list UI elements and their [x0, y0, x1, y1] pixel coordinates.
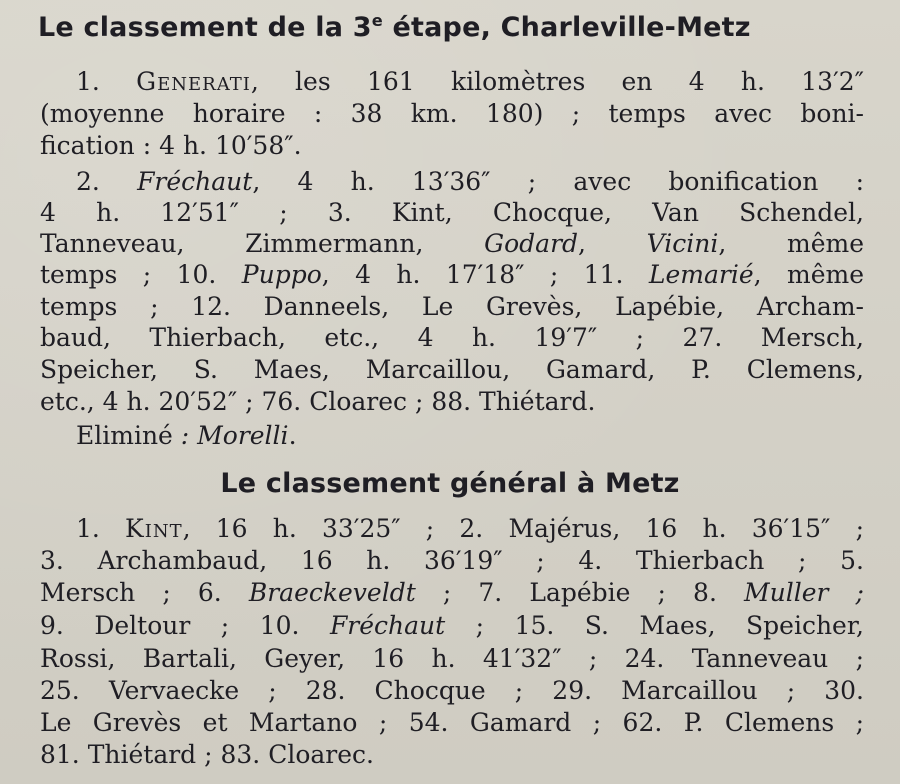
stage-line-5: 4 h. 12′51″ ; 3. Kint, Chocque, Van Schendel, — [40, 198, 864, 227]
rider-name: Generati — [136, 67, 251, 96]
stage-line-8: temps ; 12. Danneels, Le Grevès, Lapébie, Archam- — [40, 292, 864, 321]
stage-results-heading — [38, 12, 868, 43]
general-line-3: Mersch ; 6. Braeckeveldt ; 7. Lapébie ; 8. Muller ; — [40, 578, 864, 607]
heading-superscript: e — [371, 11, 383, 30]
stage-line-4: 2. Fréchaut, 4 h. 13′36″ ; avec bonification : — [76, 167, 864, 196]
rider-name: Fréchaut — [137, 167, 253, 196]
stage-line-7: temps ; 10. Puppo, 4 h. 17′18″ ; 11. Lemarié, même — [40, 260, 865, 289]
stage-line-2: (moyenne horaire : 38 km. 180) ; temps avec boni- — [40, 99, 864, 128]
general-line-1: 1. Kint, 16 h. 33′25″ ; 2. Majérus, 16 h. 36′15″ ; — [76, 514, 864, 543]
general-line-2: 3. Archambaud, 16 h. 36′19″ ; 4. Thierbach ; 5. — [40, 546, 864, 575]
general-line-5: Rossi, Bartali, Geyer, 16 h. 41′32″ ; 24. Tanneveau ; — [40, 644, 864, 673]
heading-text-end: étape, Charleville-Metz — [382, 12, 751, 43]
stage-line-9: baud, Thierbach, etc., 4 h. 19′7″ ; 27. Mersch, — [40, 323, 864, 352]
heading-text: Le classement de la 3 — [38, 12, 372, 43]
stage-line-10: Speicher, S. Maes, Marcaillou, Gamard, P. Clemens, — [40, 355, 864, 384]
stage-eliminated-line: Eliminé : Morelli. — [76, 421, 297, 450]
stage-line-1: 1. Generati, les 161 kilomètres en 4 h. 13′2″ — [76, 67, 864, 96]
rider-name: Kint — [125, 514, 183, 543]
general-classification-heading: Le classement général à Metz — [220, 468, 680, 499]
stage-line-6: Tanneveau, Zimmermann, Godard, Vicini, même — [40, 229, 864, 258]
general-line-6: 25. Vervaecke ; 28. Chocque ; 29. Marcaillou ; 30. — [40, 676, 864, 705]
general-line-8: 81. Thiétard ; 83. Cloarec. — [40, 740, 374, 769]
general-line-7: Le Grevès et Martano ; 54. Gamard ; 62. P. Clemens ; — [40, 708, 864, 737]
general-line-4: 9. Deltour ; 10. Fréchaut ; 15. S. Maes, Speicher, — [40, 611, 864, 640]
stage-line-3: fication : 4 h. 10′58″. — [40, 131, 302, 160]
stage-line-11: etc., 4 h. 20′52″ ; 76. Cloarec ; 88. Thiétard. — [40, 387, 596, 416]
